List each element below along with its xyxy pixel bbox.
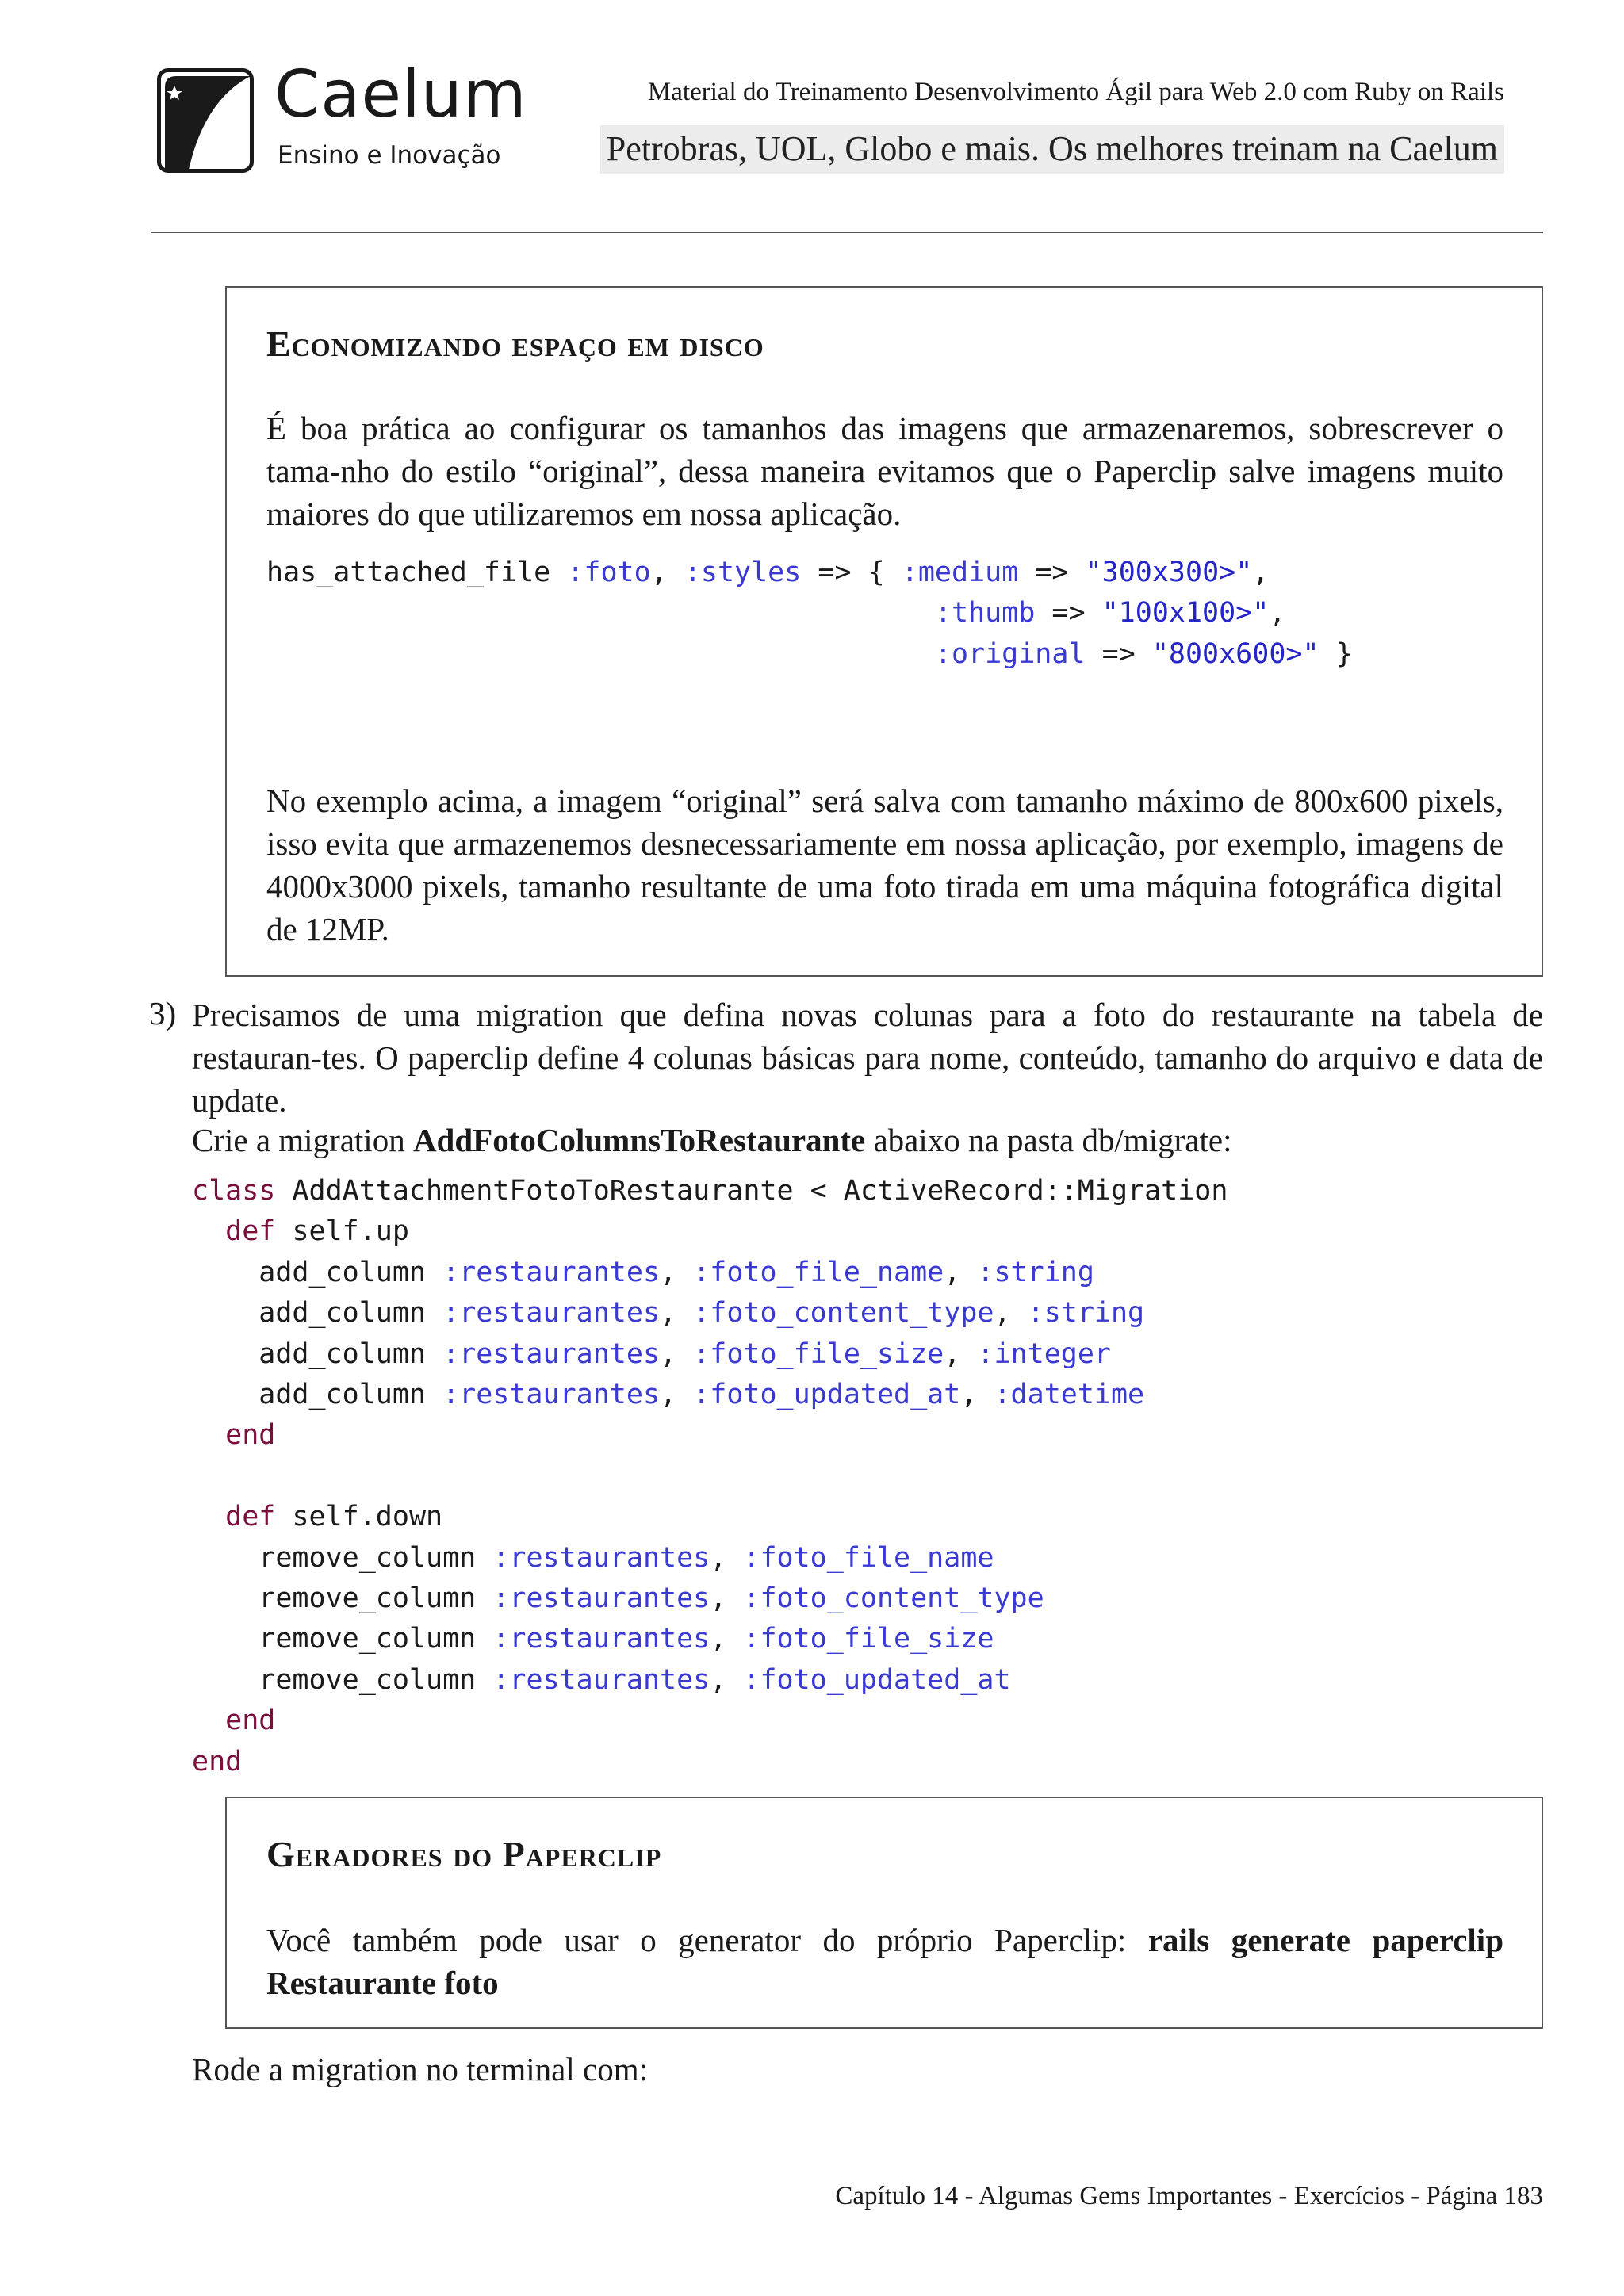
list-number: 3) [149, 995, 177, 1031]
header-course-title: Material do Treinamento Desenvolvimento Ágil para Web 2.0 com Ruby on Rails [647, 78, 1504, 106]
header-divider [151, 232, 1543, 233]
code-block-has-attached-file: has_attached_file :foto, :styles => { :medium => "300x300>", :thumb => "100x100>", :original => "800x600>" } [266, 557, 1353, 670]
tip-box-paragraph: Você também pode usar o generator do próprio Paperclip: rails generate paperclip Restaurante foto [266, 1922, 1503, 2001]
step-3-text: Precisamos de uma migration que defina novas colunas para a foto do restaurante na tabela de restauran-tes. O paperclip define 4 colunas básicas para nome, conteúdo, tamanho do arquivo e data de update. [192, 997, 1543, 1119]
tip-box-title: Economizando espaço em disco [266, 323, 764, 364]
page-footer: Capítulo 14 - Algumas Gems Importantes - Exercícios - Página 183 [835, 2182, 1543, 2210]
tip-box-disk-space [225, 286, 1543, 977]
code-block-migration: class AddAttachmentFotoToRestaurante < ActiveRecord::Migration def self.up add_column :restaurantes, :foto_file_name, :string add_column :restaurantes, :foto_content_type, :string add_column :restaurantes, :foto_file_size, :integer add_column :restaurantes, :foto_updated_at, :datetime end def self.down remove_column :restaurantes, :foto_file_name remove_column :restaurantes, :foto_content_type remove_column :restaurantes, :foto_file_size remove_column :restaurantes, :foto_updated_at end end [192, 1175, 1228, 1777]
tip-box-paragraph: É boa prática ao configurar os tamanhos das imagens que armazenaremos, sobrescrever o tama-nho do estilo “original”, dessa maneira evitamos que o Paperclip salve imagens muito maiores do que utilizaremos em nossa aplicação. [266, 410, 1503, 532]
caelum-logo [157, 57, 527, 179]
run-migration-text: Rode a migration no terminal com: [192, 2051, 649, 2087]
logo-tagline: Ensino e Inovação [278, 141, 501, 170]
logo-name: Caelum [274, 57, 527, 132]
migration-name: AddFotoColumnsToRestaurante [412, 1122, 866, 1158]
migration-intro: Crie a migration AddFotoColumnsToRestaurante abaixo na pasta db/migrate: [192, 1122, 1232, 1158]
logo-mark-icon [157, 68, 254, 173]
tip-box-paperclip-generators [225, 1797, 1543, 2029]
tip-box-explanation: No exemplo acima, a imagem “original” será salva com tamanho máximo de 800x600 pixels, isso evita que armazenemos desnecessariamente em nossa aplicação, por exemplo, imagens de 4000x3000 pixels, tamanho resultante de uma foto tirada em uma máquina fotográfica digital de 12MP. [266, 783, 1503, 947]
tip-box-title: Geradores do Paperclip [266, 1834, 662, 1874]
generator-command: rails generate paperclip Restaurante foto [266, 1922, 1503, 2001]
header-slogan: Petrobras, UOL, Globo e mais. Os melhores treinam na Caelum [600, 125, 1504, 174]
